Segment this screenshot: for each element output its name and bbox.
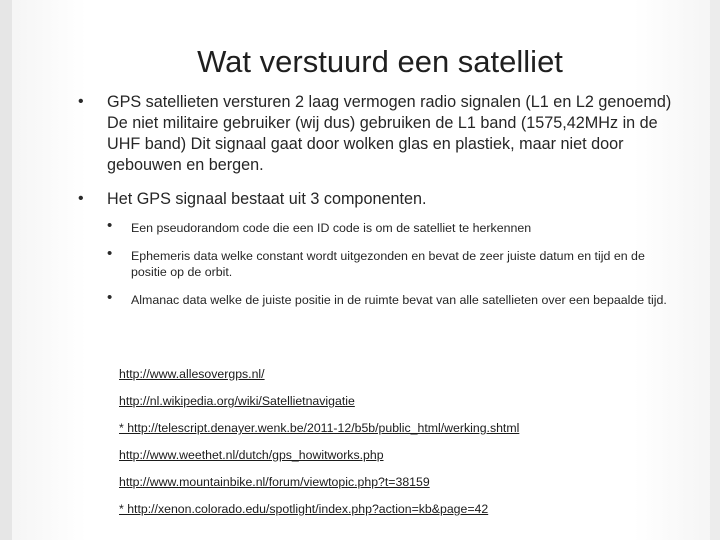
right-decorative-bar [710,0,720,540]
sub-bullet-list [107,217,684,308]
reference-link[interactable]: http://nl.wikipedia.org/wiki/Satellietnavigatie [119,394,355,408]
sub-bullet-item [107,217,684,236]
bullet-dot-icon: • [107,217,113,234]
reference-link[interactable]: http://www.allesovergps.nl/ [119,367,265,381]
bullet-text: GPS satellieten versturen 2 laag vermogen radio signalen (L1 en L2 genoemd) De niet militaire gebruiker (wij dus) gebruiken de L1 band (1575,42MHz in de UHF band) Dit signaal gaat door wolken glas en plastiek, maar niet door gebouwen en bergen. [107,93,672,174]
reference-link[interactable]: * http://xenon.colorado.edu/spotlight/index.php?action=kb&page=42 [119,502,489,516]
reference-link[interactable]: * http://telescript.denayer.wenk.be/2011-12/b5b/public_html/werking.shtml [119,421,520,435]
sub-bullet-item [107,289,684,308]
reference-links [119,366,699,528]
bullet-dot-icon: • [78,93,84,110]
bullet-dot-icon: • [107,289,113,306]
reference-link[interactable]: http://www.weethet.nl/dutch/gps_howitworks.php [119,448,384,462]
sub-bullet-text: Een pseudorandom code die een ID code is om de satelliet te herkennen [131,221,532,235]
sub-bullet-text: Ephemeris data welke constant wordt uitgezonden en bevat de zeer juiste datum en tijd en de positie op de orbit. [131,249,645,279]
bullet-text: Het GPS signaal bestaat uit 3 componenten. [107,190,427,208]
bullet-list [78,92,684,321]
bullet-dot-icon: • [107,245,113,262]
bullet-item [78,189,684,308]
left-decorative-bar [0,0,12,540]
sub-bullet-text: Almanac data welke de juiste positie in de ruimte bevat van alle satellieten over een bepaalde tijd. [131,293,667,307]
reference-link[interactable]: http://www.mountainbike.nl/forum/viewtopic.php?t=38159 [119,475,430,489]
bullet-dot-icon: • [78,190,84,207]
bullet-item [78,92,684,176]
slide-title: Wat verstuurd een satelliet [197,44,563,79]
sub-bullet-item [107,245,684,280]
